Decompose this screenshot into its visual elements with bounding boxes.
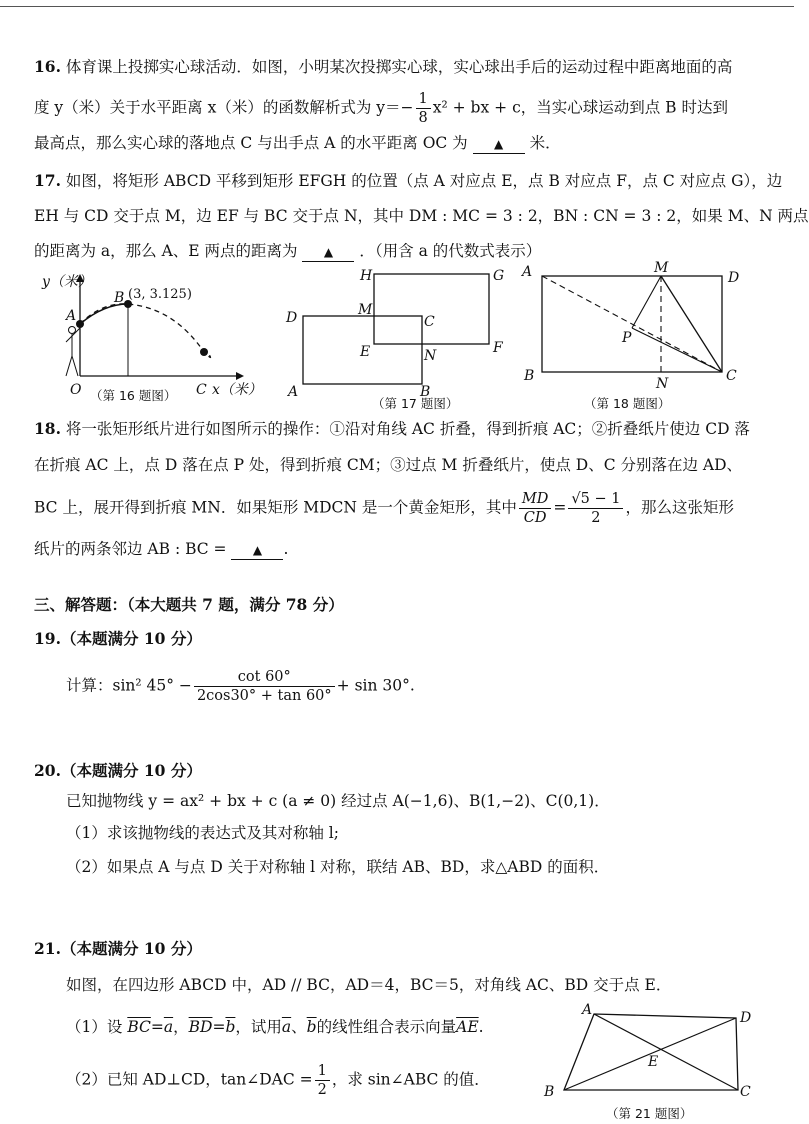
fig17-c: C: [424, 314, 435, 330]
q18-equals: =: [553, 498, 567, 517]
fig17-a: A: [288, 384, 299, 400]
triangle-icon: ▲: [252, 543, 263, 557]
q17-line1: [34, 170, 782, 192]
fig17-e: E: [360, 344, 371, 360]
fig16-caption: （第 16 题图）: [90, 388, 177, 403]
q18-text3a: BC 上，展开得到折痕 MN．如果矩形 MDCN 是一个黄金矩形，其中: [34, 498, 517, 517]
q18-line3: [34, 490, 734, 527]
q18-frac1-den: CD: [523, 510, 547, 526]
figure-16: [36, 268, 262, 408]
q18-line1: [34, 418, 750, 440]
q19-heading: 19.（本题满分 10 分）: [34, 629, 202, 648]
fig21-e: E: [648, 1054, 659, 1070]
fig17-h: H: [360, 268, 373, 284]
q16-frac-den: 8: [418, 110, 428, 126]
vector-a: $\overline{a}$: [163, 1018, 174, 1036]
triangle-icon: ▲: [494, 137, 504, 151]
q16-text3a: 最高点，那么实心球的落地点 C 与出手点 A 的水平距离 OC 为: [34, 134, 468, 152]
q18-fraction-golden: [568, 490, 623, 527]
q21-separator: 、: [291, 1018, 307, 1036]
q19-expression: [66, 668, 415, 705]
q19-text-a: 计算：sin² 45° −: [66, 676, 192, 695]
fig16-y-label: y（米）: [42, 274, 92, 290]
q18-text3b: ，那么这张矩形: [625, 498, 734, 517]
q16-text3b: 米．: [529, 134, 561, 152]
q16-number: 16.: [34, 57, 61, 76]
fig21-c: C: [740, 1084, 751, 1100]
figure-17-svg: [282, 262, 522, 412]
fig18-a: A: [522, 264, 533, 280]
fig16-point-c: C: [196, 382, 207, 398]
q16-frac-num: 1: [416, 90, 431, 109]
fig21-caption: （第 21 题图）: [606, 1106, 693, 1121]
fig17-d: D: [286, 310, 298, 326]
q18-line2: [34, 454, 742, 476]
fig18-n: N: [656, 376, 669, 392]
vector-bd: $\overline{BD}$: [188, 1018, 213, 1036]
fig18-b: B: [524, 368, 535, 384]
q16-line3: [34, 132, 561, 154]
fig16-point-b: B: [114, 290, 125, 306]
q18-frac2-num: √5 − 1: [568, 490, 623, 509]
q21-fraction: [315, 1062, 330, 1099]
q19-text-b: + sin 30°.: [336, 676, 415, 695]
q17-answer-blank[interactable]: [302, 242, 354, 262]
fig17-b: B: [420, 384, 431, 400]
fig18-c: C: [726, 368, 737, 384]
fig18-m: M: [654, 260, 669, 276]
q21-eq1: =: [150, 1018, 164, 1036]
fig16-point-a: A: [66, 308, 77, 324]
q20-part1: （1）求该抛物线的表达式及其对称轴 l;: [66, 824, 339, 842]
fig17-g: G: [493, 268, 505, 284]
q17-text3a: 的距离为 a，那么 A、E 两点的距离为: [34, 242, 298, 260]
fig16-x-label: x（米）: [212, 382, 262, 398]
q19-frac-num: cot 60°: [194, 668, 335, 687]
q17-text2: EH 与 CD 交于点 M，边 EF 与 BC 交于点 N，其中 DM : MC = 3 : 2，BN : CN = 3 : 2，如果 M、N 两点: [34, 207, 809, 225]
fig18-caption: （第 18 题图）: [584, 396, 671, 411]
q21-p2-text-b: ，求 sin∠ABC 的值．: [331, 1070, 490, 1089]
vector-b: $\overline{b}$: [225, 1018, 236, 1036]
q16-text1: 体育课上投掷实心球活动．如图，小明某次投掷实心球，实心球出手后的运动过程中距离地面的高: [65, 58, 733, 76]
fig21-b: B: [544, 1084, 555, 1100]
q21-part2: [66, 1062, 490, 1099]
section-3-title: 三、解答题：（本大题共 7 题，满分 78 分）: [34, 595, 344, 614]
q21-p1-text-c: 的线性组合表示向量: [316, 1018, 457, 1036]
q16-text2b: x² + bx + c，当实心球运动到点 B 时达到: [432, 98, 728, 117]
figure-18: [516, 262, 756, 412]
q18-text4b: .: [283, 540, 289, 558]
q21-eq2: =: [212, 1018, 226, 1036]
q21-p1-text-a: （1）设: [66, 1018, 123, 1036]
q18-frac2-den: 2: [591, 510, 601, 526]
q16-fraction: [416, 90, 431, 127]
fig21-d: D: [740, 1010, 752, 1026]
fig16-origin: O: [70, 382, 82, 398]
q16-text2a: 度 y（米）关于水平距离 x（米）的函数解析式为 y＝−: [34, 98, 414, 117]
q20-part2: （2）如果点 A 与点 D 关于对称轴 l 对称，联结 AB、BD，求△ABD 的面积．: [66, 858, 610, 876]
q17-number: 17.: [34, 171, 61, 190]
fig16-b-coord: (3, 3.125): [128, 287, 192, 302]
q16-answer-blank[interactable]: [473, 134, 525, 154]
q18-text1: 将一张矩形纸片进行如图所示的操作：①沿对角线 AC 折叠，得到折痕 AC；②折叠纸片使边 CD 落: [65, 420, 750, 438]
q18-text2: 在折痕 AC 上，点 D 落在点 P 处，得到折痕 CM；③过点 M 折叠纸片，使点 D、C 分别落在边 AD、: [34, 456, 743, 474]
q21-p1-text-d: .: [478, 1018, 484, 1036]
q21-p1-text-b: ，试用: [235, 1018, 282, 1036]
q21-comma: ，: [173, 1018, 189, 1036]
figure-17: [282, 262, 522, 412]
q21-p2-text-a: （2）已知 AD⊥CD，tan∠DAC =: [66, 1070, 313, 1089]
q18-number: 18.: [34, 419, 61, 438]
fig18-p: P: [622, 330, 632, 346]
q17-text1: 如图，将矩形 ABCD 平移到矩形 EFGH 的位置（点 A 对应点 E，点 B 对应点 F，点 C 对应点 G），边: [65, 172, 783, 190]
fig17-caption: （第 17 题图）: [372, 396, 459, 411]
fig17-n: N: [424, 348, 437, 364]
q17-line2: [34, 205, 809, 227]
q20-heading: 20.（本题满分 10 分）: [34, 761, 202, 780]
fig17-m: M: [358, 302, 373, 318]
q21-frac-den: 2: [317, 1082, 327, 1098]
figure-18-svg: [516, 262, 756, 412]
q21-frac-num: 1: [315, 1062, 330, 1081]
q16-line1: [34, 56, 732, 78]
vector-bc: $\overline{BC}$: [127, 1018, 151, 1036]
vector-a-2: $\overline{a}$: [281, 1018, 292, 1036]
q19-fraction: [194, 668, 335, 705]
triangle-icon: ▲: [323, 245, 334, 259]
q20-line1: 已知抛物线 y = ax² + bx + c (a ≠ 0) 经过点 A(−1,6)、B(1,−2)、C(0,1)．: [66, 792, 610, 810]
q17-text3b: ．（用含 a 的代数式表示）: [359, 242, 542, 260]
fig18-d: D: [728, 270, 740, 286]
figure-21-svg: [532, 1000, 762, 1120]
q17-line3: [34, 240, 541, 262]
figure-21: [532, 1000, 762, 1120]
q19-frac-den: 2cos30° + tan 60°: [196, 688, 332, 704]
vector-ae: $\overline{AE}$: [456, 1018, 479, 1036]
q18-text4a: 纸片的两条邻边 AB : BC =: [34, 540, 227, 558]
fig21-a: A: [582, 1002, 593, 1018]
q16-line2: [34, 90, 728, 127]
fig17-f: F: [493, 340, 503, 356]
q18-frac1-num: MD: [519, 490, 551, 509]
q18-answer-blank[interactable]: [231, 540, 283, 560]
q18-fraction-md-cd: [519, 490, 551, 527]
q21-line1: 如图，在四边形 ABCD 中，AD // BC，AD＝4，BC＝5，对角线 AC、BD 交于点 E．: [66, 976, 672, 994]
q21-heading: 21.（本题满分 10 分）: [34, 939, 202, 958]
q21-part1: [66, 1016, 484, 1038]
q18-line4: [34, 538, 288, 560]
vector-b-2: $\overline{b}$: [306, 1018, 317, 1036]
top-rule: [0, 6, 794, 7]
